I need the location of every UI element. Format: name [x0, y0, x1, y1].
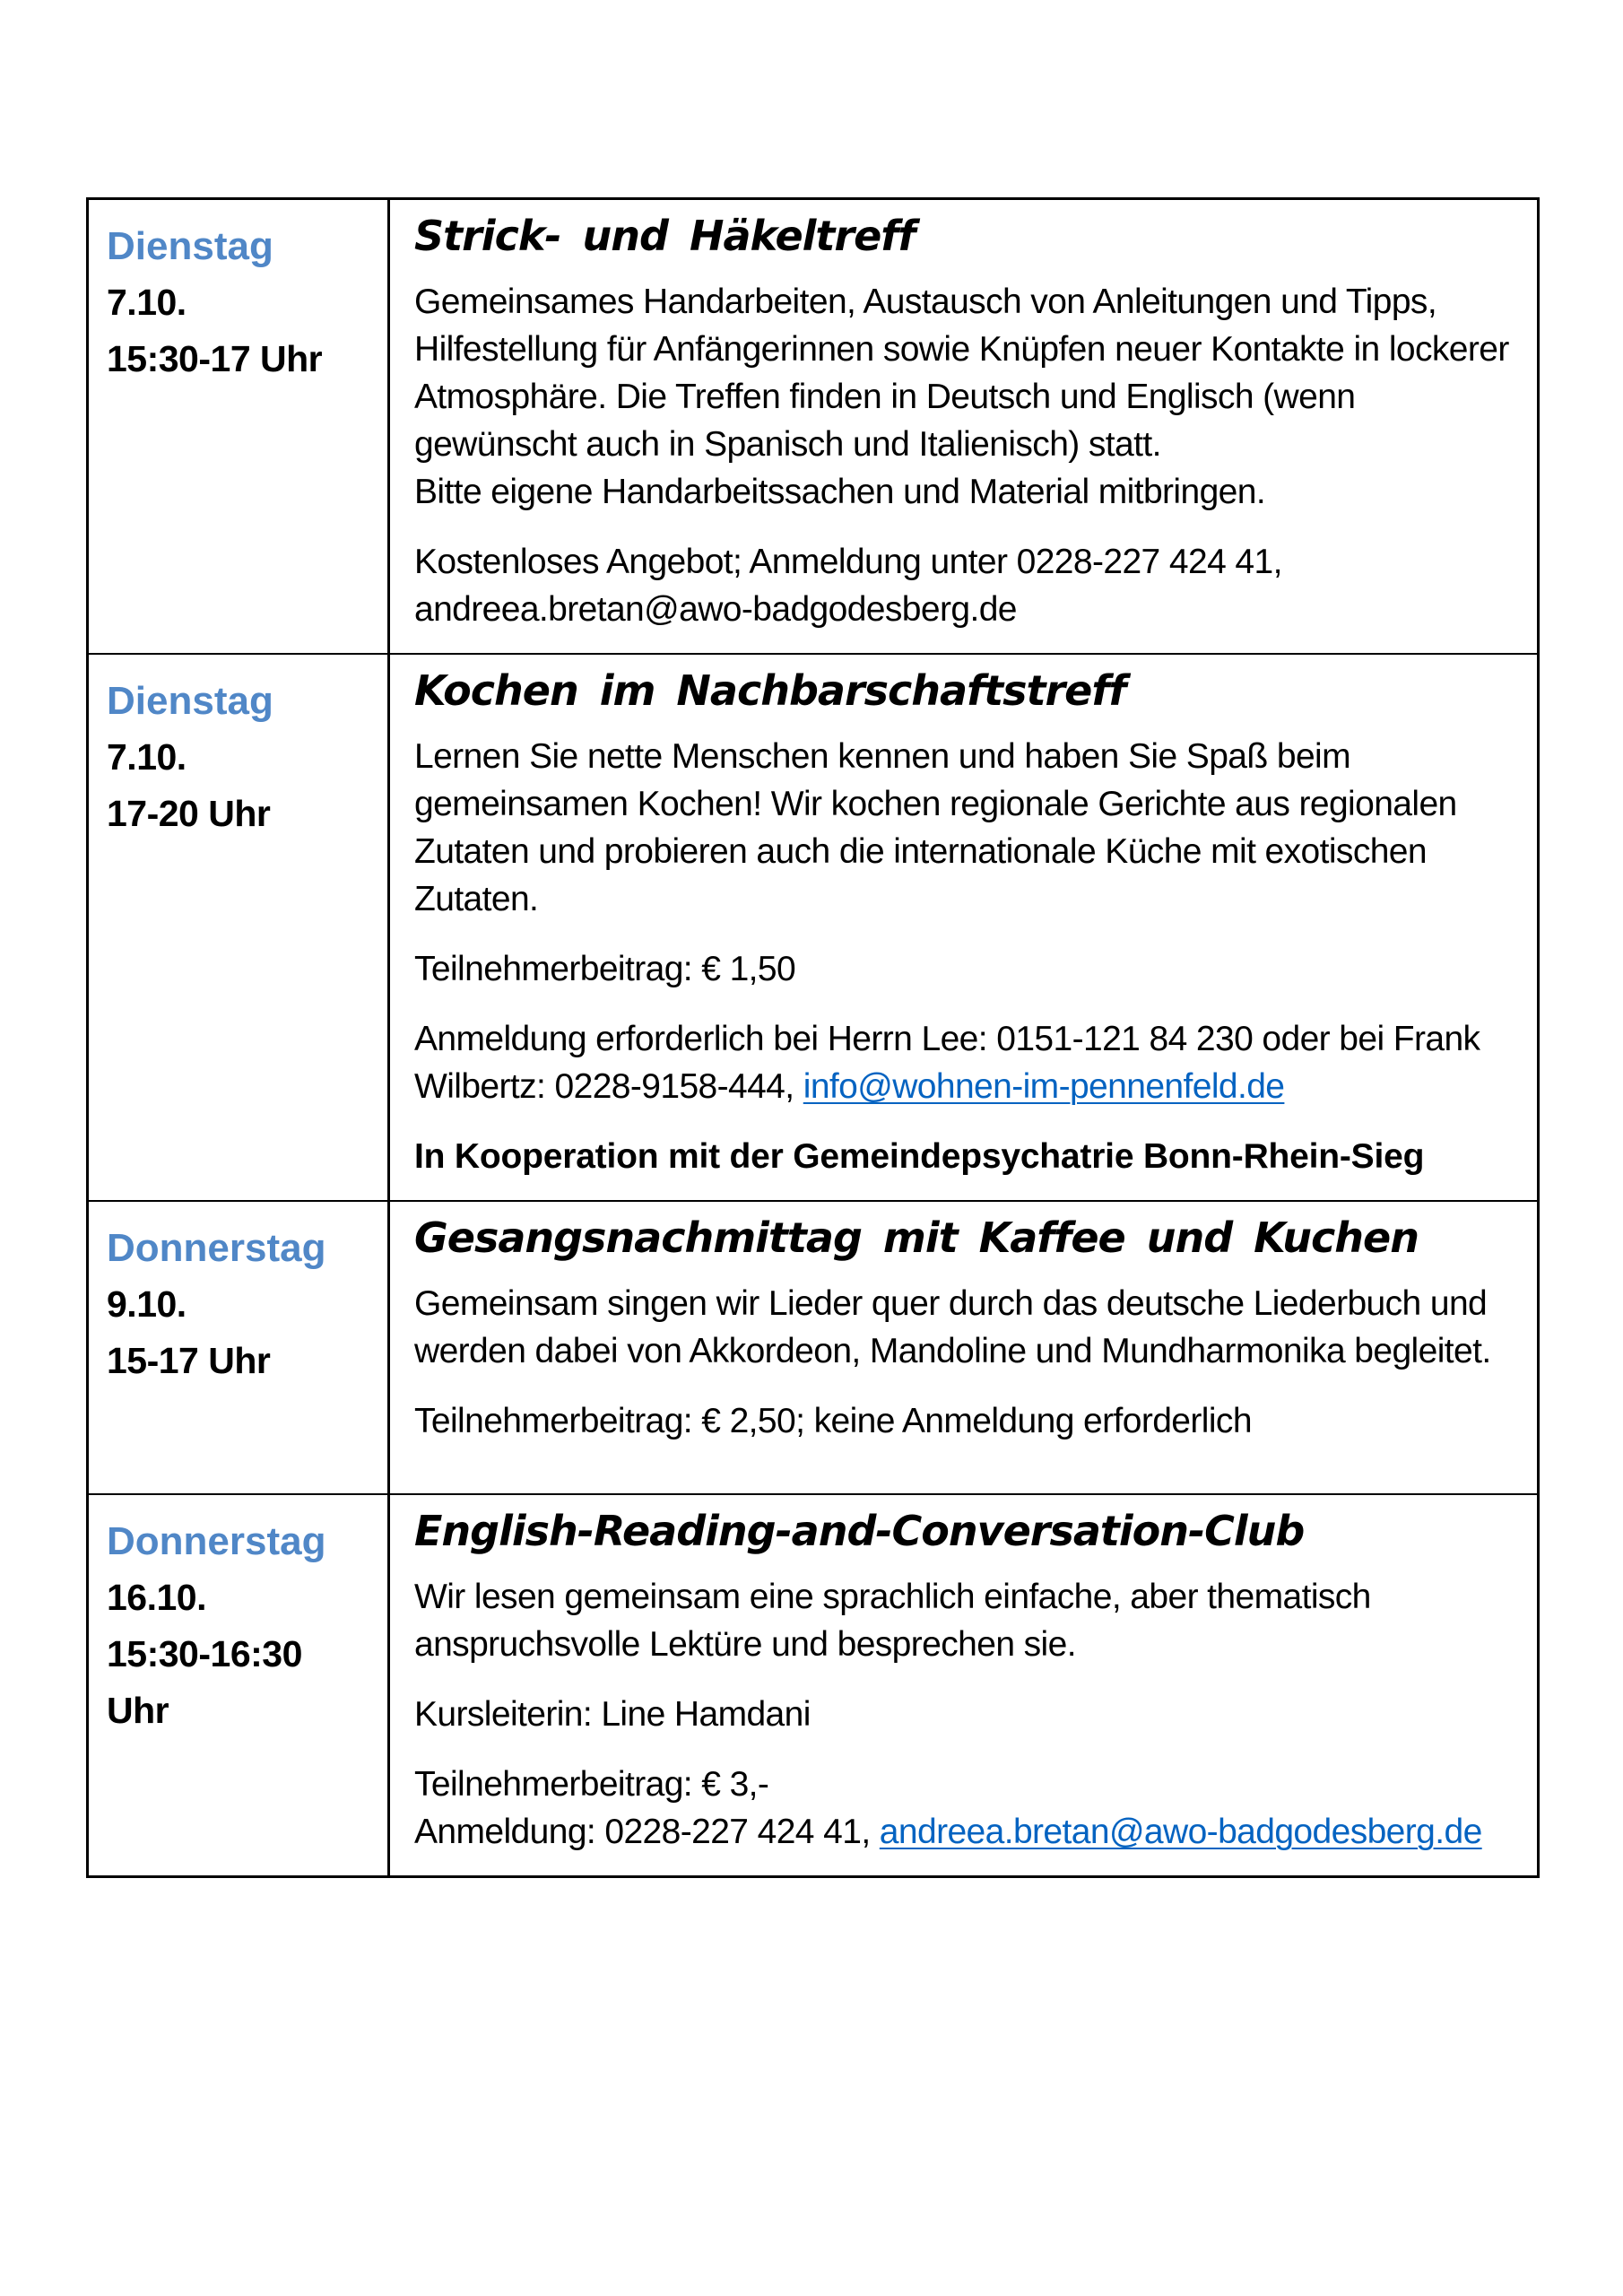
event-datetime-cell	[89, 1495, 390, 1875]
event-details-cell	[390, 1202, 1537, 1493]
event-row	[89, 653, 1537, 1200]
registration-info	[414, 1015, 1515, 1110]
event-title: Strick- und Häkeltreff	[414, 212, 916, 260]
event-row	[89, 1493, 1537, 1875]
event-time-label: 15:30-16:30 Uhr	[107, 1633, 302, 1731]
instructor-info: Kursleiterin: Line Hamdani	[414, 1695, 811, 1734]
event-row	[89, 1200, 1537, 1493]
email-link[interactable]: andreea.bretan@awo-badgodesberg.de	[879, 1813, 1482, 1851]
registration-text: Anmeldung: 0228-227 424 41,	[414, 1813, 880, 1851]
event-description: Wir lesen gemeinsam eine sprachlich einfache, aber thematisch anspruchsvolle Lektüre und besprechen sie.	[414, 1578, 1371, 1664]
event-time-label: 15-17 Uhr	[107, 1340, 271, 1381]
registration-info: Kostenloses Angebot; Anmeldung unter 0228-227 424 41,	[414, 543, 1282, 581]
event-day-label: Donnerstag	[107, 1519, 326, 1563]
event-day-label: Donnerstag	[107, 1226, 326, 1270]
fee-info: Teilnehmerbeitrag: € 1,50	[414, 950, 796, 988]
registration-info	[414, 1808, 1515, 1856]
event-description: Gemeinsam singen wir Lieder quer durch das deutsche Liederbuch und werden dabei von Akkordeon, Mandoline und Mundharmonika begleitet.	[414, 1284, 1491, 1370]
event-day-label: Dienstag	[107, 679, 273, 723]
event-date-label: 9.10.	[107, 1283, 187, 1325]
event-title: Gesangsnachmittag mit Kaffee und Kuchen	[414, 1213, 1419, 1262]
event-date-label: 16.10.	[107, 1577, 206, 1618]
event-title: English-Reading-and-Conversation-Club	[414, 1507, 1305, 1555]
fee-info: Teilnehmerbeitrag: € 2,50; keine Anmeldung erforderlich	[414, 1402, 1252, 1440]
event-description: Gemeinsames Handarbeiten, Austausch von Anleitungen und Tipps, Hilfestellung für Anfängerinnen sowie Knüpfen neuer Kontakte in lockerer Atmosphäre. Die Treffen finden in Deutsch und Englisch (wenn gewünscht auch in Spanisch und Italienisch) statt.	[414, 283, 1509, 464]
fee-info: Teilnehmerbeitrag: € 3,-	[414, 1765, 769, 1804]
event-details-cell	[390, 1495, 1537, 1875]
event-datetime-cell	[89, 1202, 390, 1493]
event-date-label: 7.10.	[107, 282, 187, 323]
registration-text: Anmeldung erforderlich bei Herrn Lee: 0151-121 84 230 oder bei Frank Wilbertz: 0228-9158-444,	[414, 1020, 1480, 1106]
event-time-label: 17-20 Uhr	[107, 793, 271, 834]
contact-email-text: andreea.bretan@awo-badgodesberg.de	[414, 590, 1017, 629]
event-datetime-cell	[89, 655, 390, 1200]
event-details-cell	[390, 200, 1537, 653]
event-time-label: 15:30-17 Uhr	[107, 338, 323, 379]
cooperation-note: In Kooperation mit der Gemeindepsychatrie Bonn-Rhein-Sieg	[414, 1137, 1425, 1176]
event-note: Bitte eigene Handarbeitssachen und Material mitbringen.	[414, 473, 1266, 511]
event-datetime-cell	[89, 200, 390, 653]
event-description: Lernen Sie nette Menschen kennen und haben Sie Spaß beim gemeinsamen Kochen! Wir kochen regionale Gerichte aus regionalen Zutaten und probieren auch die internationale Küche mit exotischen Zutaten.	[414, 737, 1457, 918]
event-schedule-table	[86, 197, 1540, 1878]
event-title: Kochen im Nachbarschaftstreff	[414, 666, 1126, 715]
event-date-label: 7.10.	[107, 736, 187, 778]
email-link[interactable]: info@wohnen-im-pennenfeld.de	[803, 1067, 1285, 1106]
event-row	[89, 200, 1537, 653]
event-day-label: Dienstag	[107, 224, 273, 268]
event-details-cell	[390, 655, 1537, 1200]
